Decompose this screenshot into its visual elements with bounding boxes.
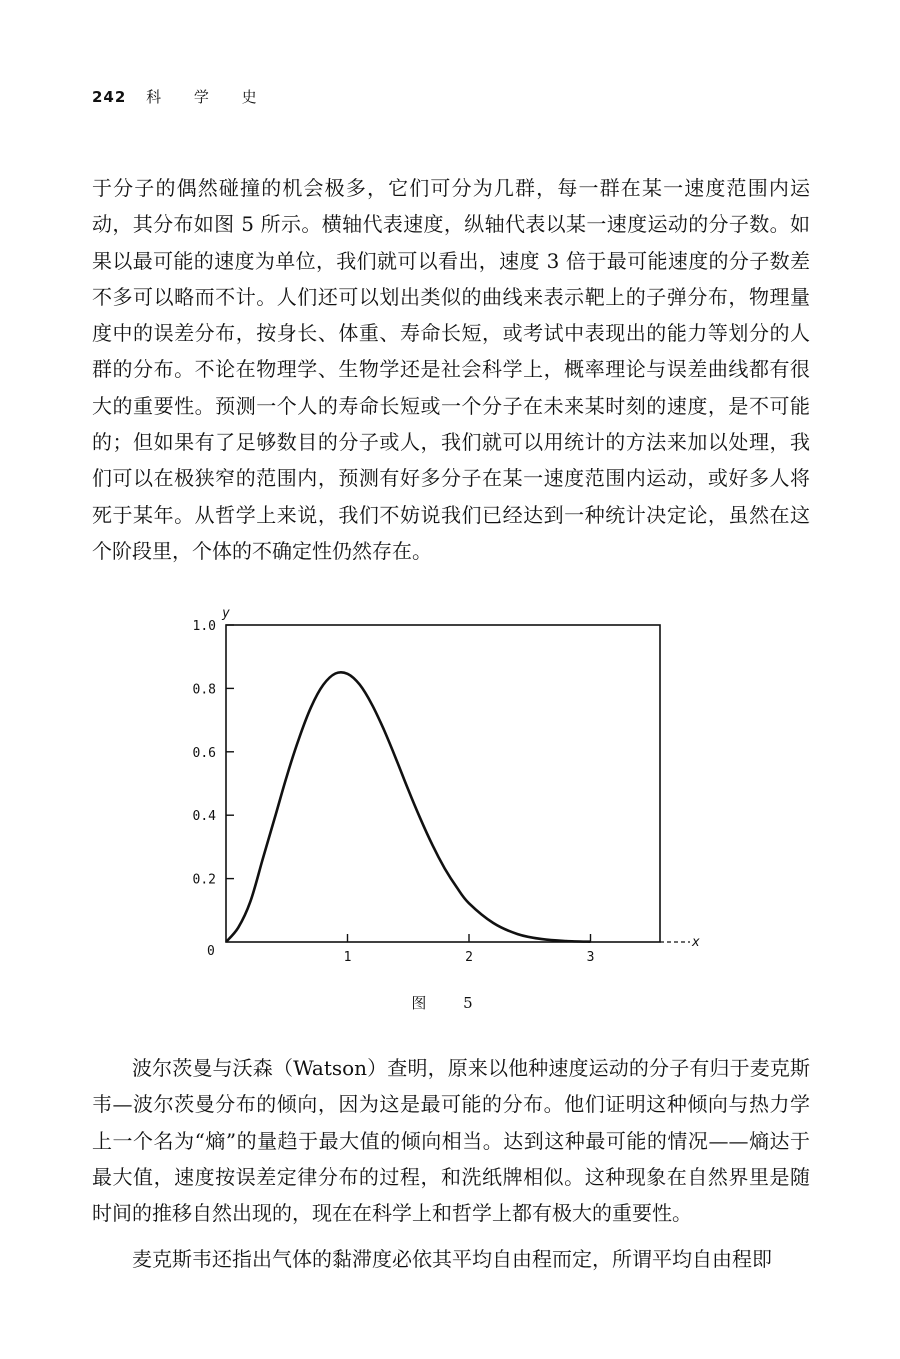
- x-tick-label: 1: [343, 950, 352, 965]
- paragraph-2: 波尔茨曼与沃森（Watson）查明，原来以他种速度运动的分子有归于麦克斯韦—波尔茨曼分布的倾向，因为这是最可能的分布。他们证明这种倾向与热力学上一个名为“熵”的量趋于最大值的倾向相当。达到这种最可能的情况——熵达于最大值，速度按误差定律分布的过程，和洗纸牌相似。这种现象在自然界里是随时间的推移自然出现的，现在在科学上和哲学上都有极大的重要性。: [92, 1056, 810, 1226]
- y-tick-label: 0.8: [192, 682, 216, 698]
- y-ticks: [193, 619, 234, 888]
- x-tick-label: 2: [465, 950, 473, 965]
- origin-label: 0: [207, 944, 215, 959]
- running-title: 科 学 史: [146, 88, 271, 106]
- y-axis-label: y: [222, 606, 230, 621]
- figure-caption: 图 5: [411, 994, 489, 1012]
- x-axis-label: x: [692, 935, 700, 950]
- x-ticks: [344, 934, 595, 965]
- distribution-curve: [226, 672, 591, 942]
- page-number: 242: [92, 88, 127, 106]
- y-tick-label: 1.0: [192, 619, 216, 634]
- x-tick-label: 3: [586, 950, 595, 965]
- y-tick-label: 0.6: [192, 745, 216, 761]
- y-tick-label: 0.4: [192, 809, 216, 825]
- paragraph-3: 麦克斯韦还指出气体的黏滞度必依其平均自由程而定，所谓平均自由程即: [132, 1247, 772, 1271]
- plot-frame: [226, 625, 660, 942]
- y-tick-label: 0.2: [192, 872, 216, 888]
- paragraph-1: 于分子的偶然碰撞的机会极多，它们可分为几群，每一群在某一速度范围内运动，其分布如图 5 所示。横轴代表速度，纵轴代表以某一速度运动的分子数。如果以最可能的速度为单位，我们就可以看出，速度 3 倍于最可能速度的分子数差不多可以略而不计。人们还可以划出类似的曲线来表示靶上的子弹分布，物理量度中的误差分布，按身长、体重、寿命长短，或考试中表现出的能力等划分的人群的分布。不论在物理学、生物学还是社会科学上，概率理论与误差曲线都有很大的重要性。预测一个人的寿命长短或一个分子在未来某时刻的速度，是不可能的；但如果有了足够数目的分子或人，我们就可以用统计的方法来加以处理，我们可以在极狭窄的范围内，预测有好多分子在某一速度范围内运动，或好多人将死于某年。从哲学上来说，我们不妨说我们已经达到一种统计决定论，虽然在这个阶段里，个体的不确定性仍然存在。: [92, 176, 810, 563]
